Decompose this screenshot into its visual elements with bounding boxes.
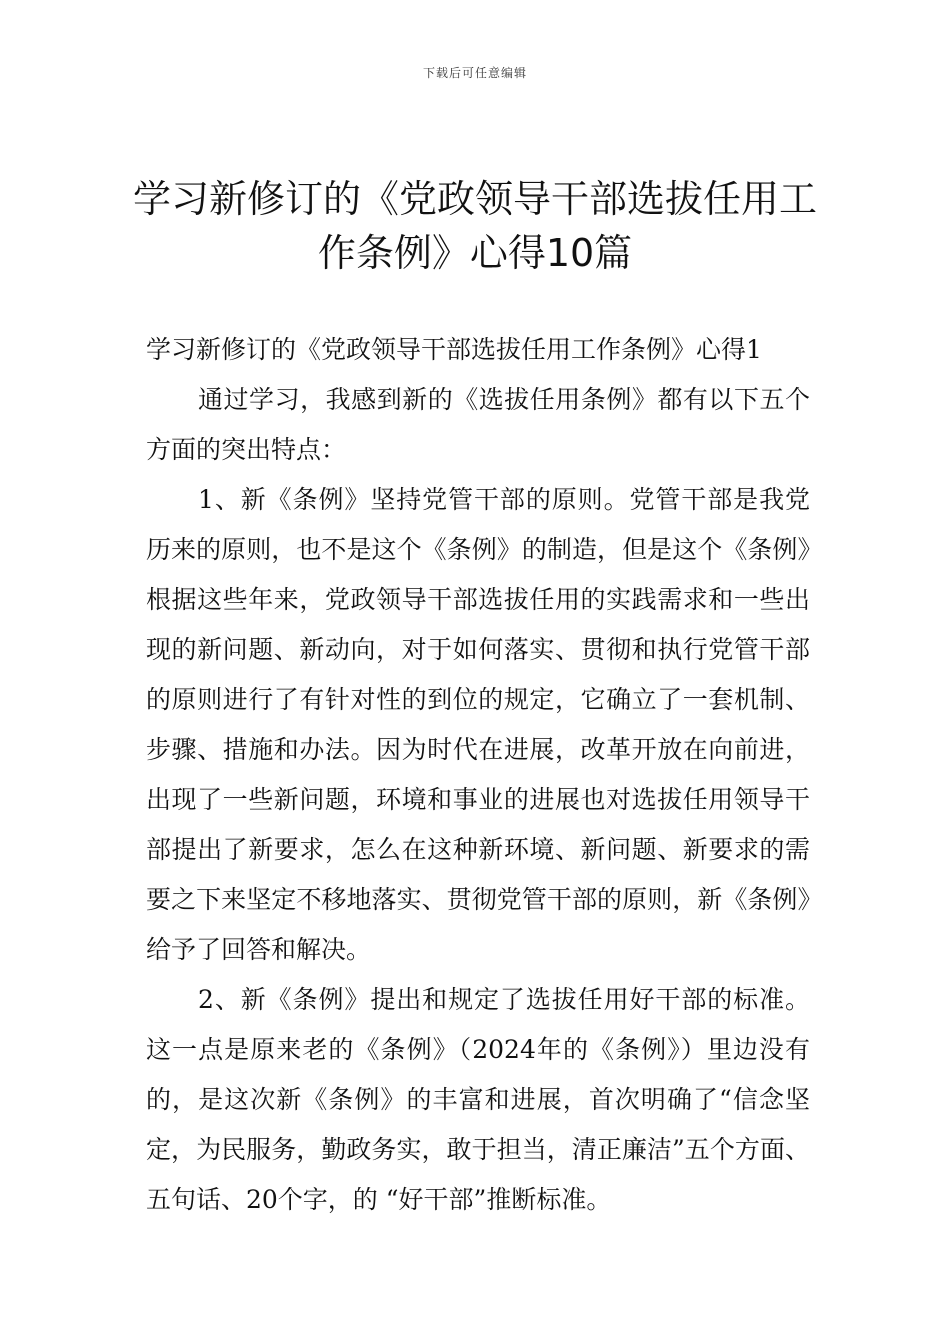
paragraph-intro: 通过学习，我感到新的《选拔任用条例》都有以下五个方面的突出特点：: [146, 385, 810, 464]
document-title-line-1: 学习新修订的《党政领导干部选拔任用工: [132, 177, 817, 221]
header-note: 下载后可任意编辑: [422, 66, 527, 80]
document-title: [130, 172, 820, 280]
paragraph-point-1: 1、新《条例》坚持党管干部的原则。党管干部是我党历来的原则，也不是这个《条例》的制造，但是这个《条例》根据这些年来，党政领导干部选拔任用的实践需求和一些出现的新问题、新动向，对于如何落实、贯彻和执行党管干部的原则进行了有针对性的到位的规定，它确立了一套机制、步骤、措施和办法。因为时代在进展，改革开放在向前进，出现了一些新问题，环境和事业的进展也对选拔任用领导干部提出了新要求，怎么在这种新环境、新问题、新要求的需要之下来坚定不移地落实、贯彻党管干部的原则，新《条例》给予了回答和解决。: [146, 485, 810, 964]
section-heading: 学习新修订的《党政领导干部选拔任用工作条例》心得1: [146, 335, 762, 364]
paragraph-point-2: 2、新《条例》提出和规定了选拔任用好干部的标准。这一点是原来老的《条例》（2024年的《条例》）里边没有的，是这次新《条例》的丰富和进展，首次明确了“信念坚定，为民服务，勤政务实，敢于担当，清正廉洁”五个方面、五句话、20个字，的 “好干部”推断标准。: [146, 985, 810, 1214]
document-title-line-2: 作条例》心得10篇: [317, 231, 633, 275]
document-body: [146, 325, 810, 1225]
